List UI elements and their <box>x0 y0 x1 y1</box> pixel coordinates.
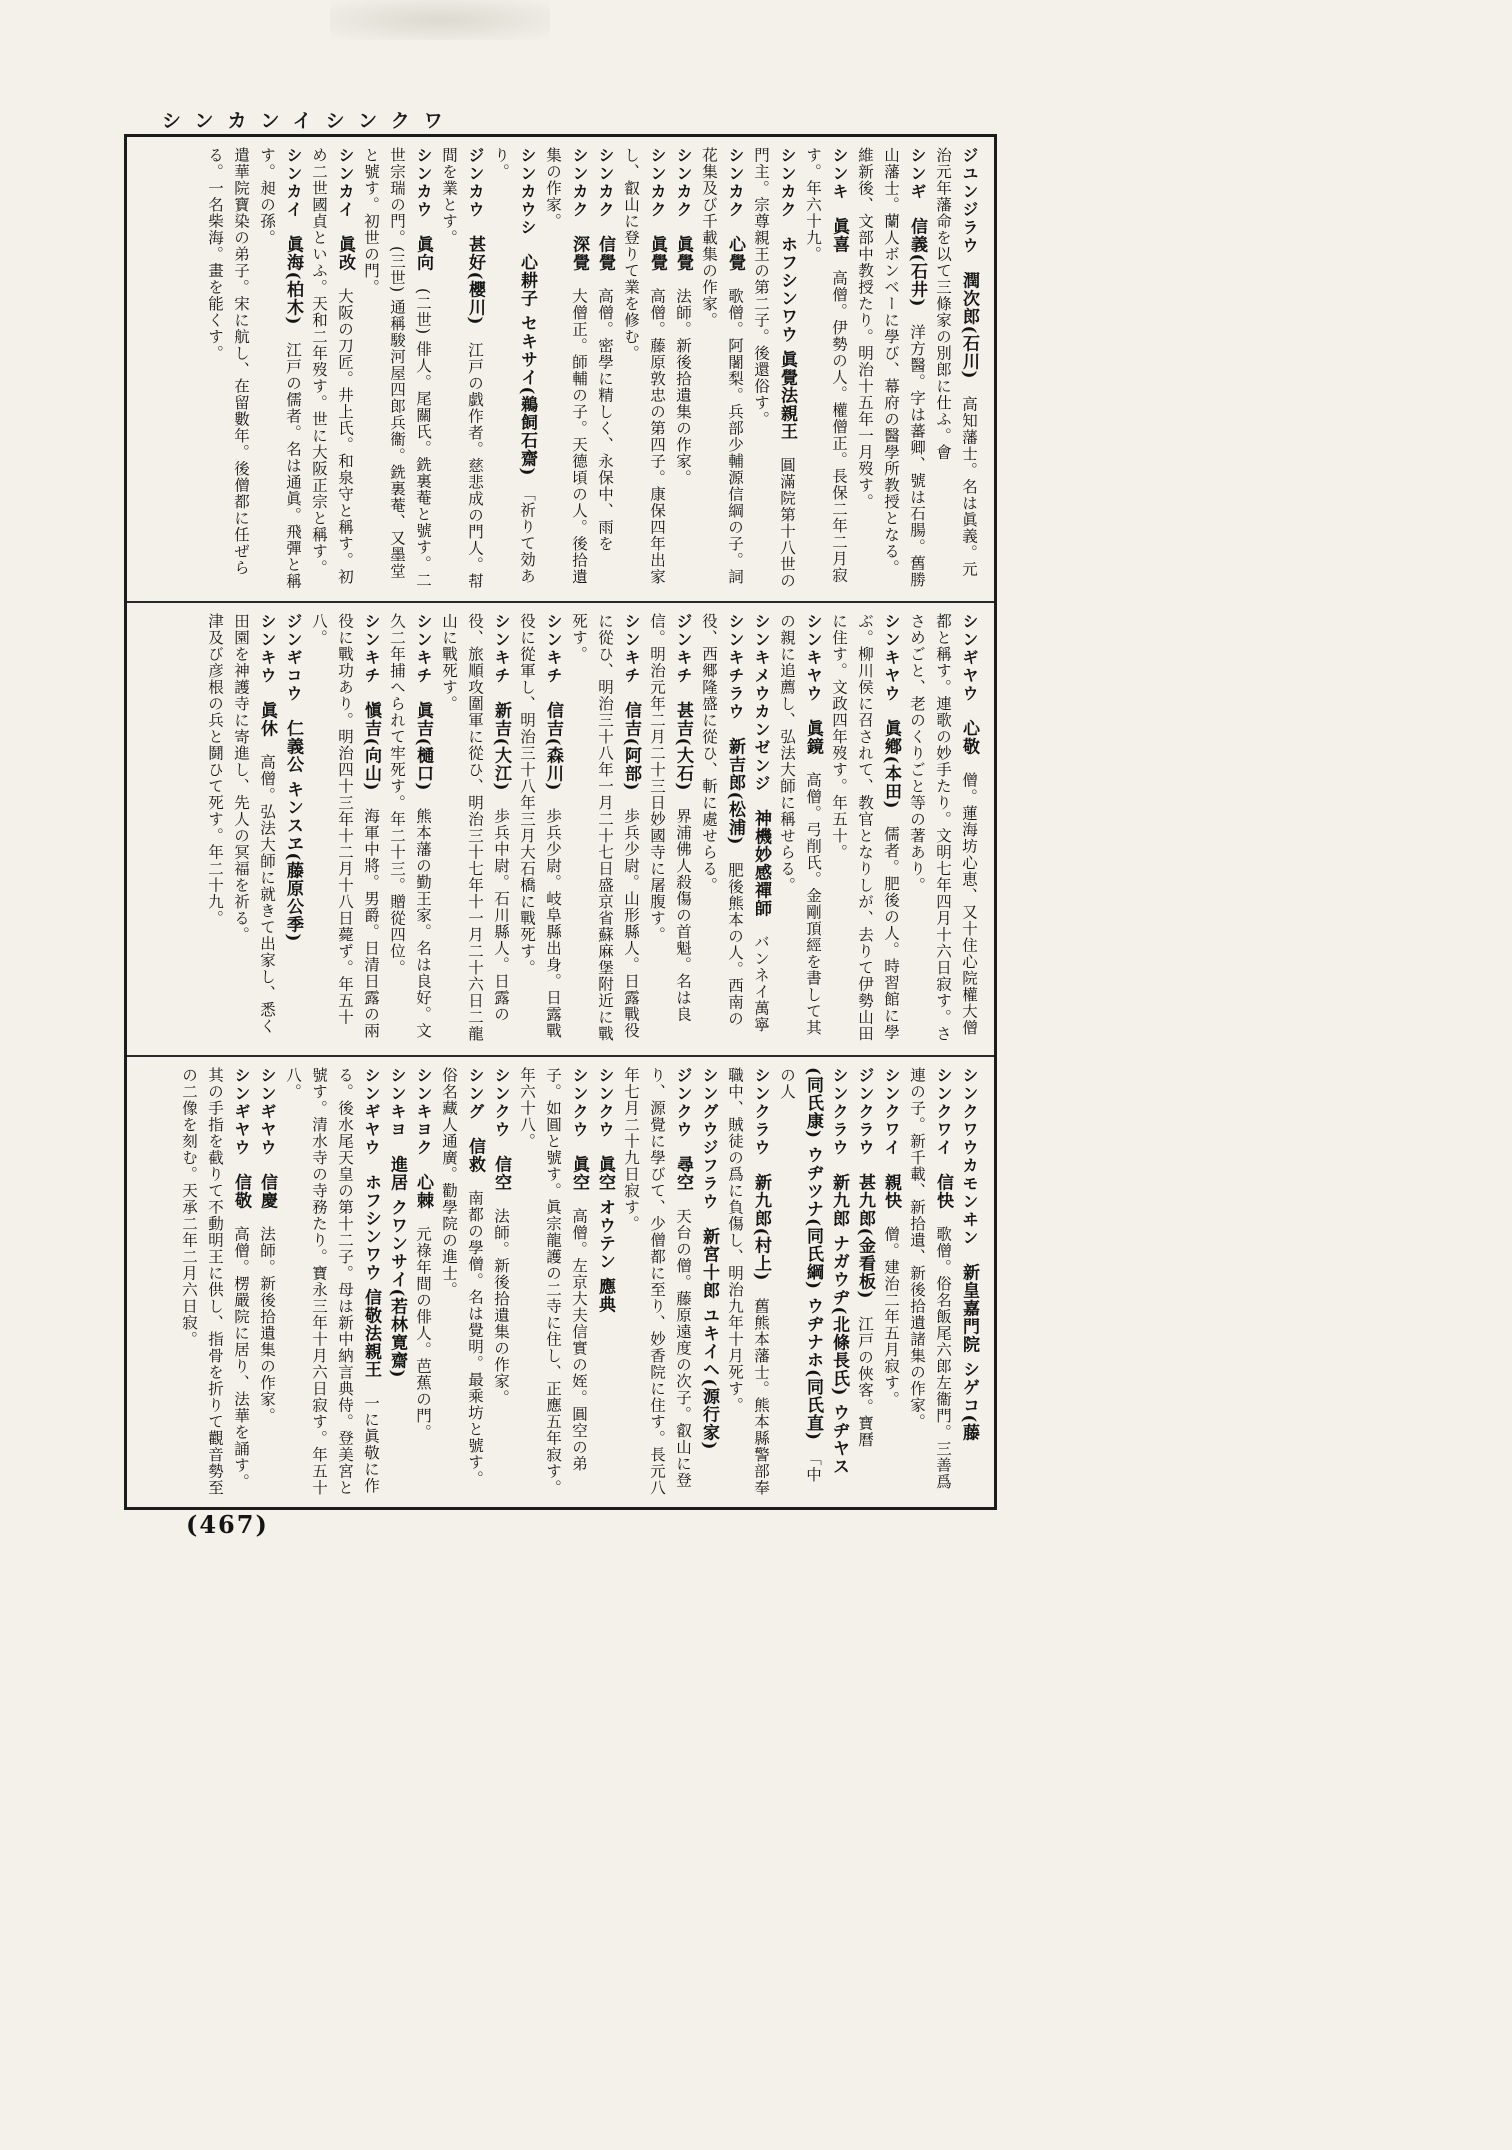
entry-headword: 心覺 <box>725 235 745 272</box>
entry-reading: シンキメウカンゼンジ <box>752 613 771 793</box>
dictionary-entry <box>306 147 358 592</box>
dictionary-entry <box>774 613 826 1046</box>
entry-text: 舊熊本藩士。熊本縣警部奉職中、賊徒の爲に負傷し、明治九年十月死す。 <box>726 1067 770 1497</box>
dictionary-entry <box>644 613 696 1046</box>
entry-headword: 信吉(阿部) <box>621 701 641 792</box>
entry-headword: 信快 <box>933 1173 953 1210</box>
dictionary-entry <box>306 613 384 1046</box>
entry-text: 儒者。肥後の人。時習館に學ぶ。柳川侯に召されて、教官となりしが、去りて伊勢山田に住す。文政四年歿す。年五十。 <box>830 613 900 1042</box>
dictionary-entry <box>514 613 566 1046</box>
entry-reading: シンクワイ <box>934 1067 953 1157</box>
dictionary-entry <box>280 1067 384 1499</box>
entry-headword: 仁義公 キンスヱ(藤原公季) <box>283 719 303 943</box>
dictionary-entry <box>956 1067 982 1458</box>
entry-headword: ホフシンワウ 信敬法親王 <box>361 1173 381 1379</box>
dictionary-entry <box>618 147 670 592</box>
entry-text: 大阪の刀匠。井上氏。和泉守と稱す。初め二世國貞といふ。天和二年歿す。世に大阪正宗と稱す。 <box>310 147 354 585</box>
dictionary-entry <box>748 147 800 592</box>
entry-headword: 信義(石井) <box>907 217 927 308</box>
entry-headword: 信空 <box>491 1155 511 1192</box>
entry-text: 高僧。弓削氏。金剛頂經を書して其の親に追薦し、弘法大師に稱せらる。 <box>778 613 822 1036</box>
page-number: (467) <box>186 1510 269 1539</box>
entry-reading: シングウジフラウ <box>700 1067 719 1211</box>
entry-reading: シンクウ <box>492 1067 511 1139</box>
entry-reading: ジンカウ <box>466 147 485 219</box>
entry-headword: 信敬 <box>231 1173 251 1210</box>
dictionary-entry <box>358 147 436 592</box>
dictionary-entry <box>904 1067 956 1499</box>
entry-reading: シンカイ <box>336 147 355 219</box>
entry-headword: 甚好(櫻川) <box>465 235 485 326</box>
entry-reading: シンカク <box>726 147 745 219</box>
entry-headword: 心棘 <box>413 1173 433 1210</box>
entry-text: 元祿年間の俳人。芭蕉の門。 <box>414 1226 432 1441</box>
entry-headword: 甚九郎(金看板) <box>855 1173 875 1300</box>
entry-headword: 信救 <box>465 1137 485 1174</box>
dictionary-entry <box>904 613 982 1046</box>
dictionary-entry <box>254 1067 280 1424</box>
entry-headword: 信吉(森川) <box>543 701 563 792</box>
entry-text: 肥後熊本の人。西南の役、西郷隆盛に從ひ、斬に處せらる。 <box>700 613 744 1028</box>
entry-headword: 眞覺 <box>647 235 667 272</box>
entry-text: 僧。建治二年五月寂す。 <box>882 1226 900 1408</box>
entry-text: 歌僧。阿闍梨。兵部少輔源信綱の子。詞花集及び千載集の作家。 <box>700 147 744 585</box>
entry-reading: シンカク <box>648 147 667 219</box>
dictionary-entry <box>592 1067 618 1330</box>
dictionary-frame <box>124 134 997 1510</box>
entry-text: 南都の學僧。名は覺明。最乘坊と號す。俗名藏人通廣。勸學院の進士。 <box>440 1067 484 1487</box>
entry-headword: 眞改 <box>335 235 355 272</box>
dictionary-entry <box>852 1067 878 1448</box>
dictionary-entry <box>800 147 852 592</box>
dictionary-entry <box>228 613 280 1046</box>
entry-headword: 眞吉(樋口) <box>413 701 433 792</box>
entry-reading: シンギヤウ <box>258 1067 277 1157</box>
entry-headword: 眞鏡 <box>803 719 823 756</box>
entry-text: 法師。新後拾遺集の作家。 <box>258 1226 276 1424</box>
entry-reading: シンギヤウ <box>232 1067 251 1157</box>
dictionary-entry <box>384 613 436 1046</box>
entry-text: 大僧正。師輔の子。天德頃の人。後拾遺集の作家。 <box>544 147 588 585</box>
entry-reading: シンキヨク <box>414 1067 433 1157</box>
entry-text: 歩兵少尉。岐阜縣出身。日露戰役に從軍し、明治三十八年三月大石橋に戰死す。 <box>518 613 562 1040</box>
entry-headword: 尋空 <box>673 1155 693 1192</box>
dictionary-entry <box>852 147 930 592</box>
dictionary-entry <box>748 613 774 1033</box>
entry-text: 高僧。密學に精しく、永保中、雨を <box>596 288 614 552</box>
entry-reading: シンカク <box>596 147 615 219</box>
entry-reading: シンキ <box>830 147 849 201</box>
entry-reading: シンギ <box>908 147 927 201</box>
dictionary-entry <box>202 613 228 927</box>
entry-text: 歩兵中尉。石川縣人。日露の役、旅順攻圍軍に從ひ、明治三十七年十一月二十六日二龍山に戰死す。 <box>440 613 510 1042</box>
entry-headword: 新九郎(村上) <box>751 1173 771 1282</box>
entry-reading: シンクラウ <box>830 1067 849 1157</box>
entry-reading: シンカウシ <box>518 147 537 237</box>
dictionary-entry <box>618 1067 696 1499</box>
entry-reading: シンキウ <box>258 613 277 685</box>
entry-headword: 新皇嘉門院 シゲコ(藤 <box>959 1263 979 1442</box>
entry-reading: シンキチ <box>622 613 641 685</box>
entry-reading: シンカク <box>778 147 797 219</box>
entry-text: 江戸の儒者。名は通眞。飛彈と稱す。昶の孫。 <box>258 147 302 590</box>
dictionary-entry <box>410 1067 436 1441</box>
entry-headword: 新吉(大江) <box>491 701 511 792</box>
entry-headword: 甚吉(大石) <box>673 701 693 792</box>
entry-text: 「中の人 <box>778 1067 822 1483</box>
entry-headword: 愼吉(向山) <box>361 701 381 792</box>
entry-headword: 眞空 オウテン 應典 <box>595 1155 615 1314</box>
dictionary-entry <box>566 613 644 1046</box>
entry-reading: シンキヨ <box>388 1067 407 1139</box>
entry-text: 「祈りて効あり。 <box>492 147 536 585</box>
entry-reading: シンギヤウ <box>960 613 979 703</box>
entry-reading: シンキチ <box>414 613 433 685</box>
entry-text: 高僧。藤原敦忠の第四子。康保四年出家し、叡山に登りて業を修む。 <box>622 147 666 585</box>
entry-text: 洋方醫。字は蕃卿、號は石腸。舊勝山藩士。蘭人ボンベーに學び、幕府の醫學所教授となる。維新後、文部中教授たり。明治十五年一月歿す。 <box>856 147 926 589</box>
entry-headword: 神機妙感禪師 <box>751 809 771 918</box>
dictionary-entry <box>826 613 904 1046</box>
lower-section <box>127 1057 994 1507</box>
entry-headword: 親快 <box>881 1173 901 1210</box>
entry-text: 海軍中將。男爵。日清日露の兩役に戰功あり。明治四十三年十二月十八日薨ず。年五十八。 <box>310 613 380 1040</box>
entry-text: 歌僧。俗名飯尾六郎左衞門。三善爲連の子。新千載、新拾遺、新後拾遺諸集の作家。 <box>908 1067 952 1490</box>
entry-reading: ジンクラウ <box>856 1067 875 1157</box>
entry-reading: シンクワイ <box>882 1067 901 1157</box>
entry-text: 界浦佛人殺傷の首魁。名は良信。明治元年二月二十三日妙國寺に屠腹す。 <box>648 613 692 1023</box>
entry-headword: 眞鄕(本田) <box>881 719 901 810</box>
entry-reading: ジユンジラウ <box>960 147 979 255</box>
dictionary-entry <box>670 147 696 486</box>
entry-reading: シンキチラウ <box>726 613 745 721</box>
entry-reading: ジンギコウ <box>284 613 303 703</box>
entry-text: 僧。蓮海坊心恵、又十住心院權大僧都と稱す。連歌の妙手たり。文明七年四月十六日寂す。ささめごと、老のくりごと等の著あり。 <box>908 613 978 1042</box>
entry-reading: シンカク <box>570 147 589 219</box>
entry-text: 熊本藩の勤王家。名は良好。文久二年捕へられて牢死す。年二十三。贈從四位。 <box>388 613 432 1040</box>
entry-headword: 眞向 <box>413 235 433 272</box>
dictionary-entry <box>436 613 514 1046</box>
entry-reading: シンキヤウ <box>804 613 823 703</box>
entry-reading: ジンクウ <box>674 1067 693 1139</box>
dictionary-entry <box>488 1067 514 1406</box>
upper-section <box>127 137 994 600</box>
entry-reading: シンキチ <box>492 613 511 685</box>
entry-text: 高僧。楞嚴院に居り、法華を誦す。其の手指を截りて不動明王に供し、指骨を折りて觀音勢至の二像を刻む。天承二年二月六日寂。 <box>180 1067 250 1496</box>
entry-reading: シンカク <box>674 147 693 219</box>
dictionary-entry <box>696 147 748 592</box>
entry-reading: シンクワウカモンヰン <box>960 1067 979 1247</box>
entry-reading: シンクウ <box>570 1067 589 1139</box>
dictionary-entry <box>722 1067 774 1499</box>
entry-headword: 心耕子 セキサイ(鵜飼石齋) <box>517 253 537 477</box>
dictionary-entry <box>878 1067 904 1408</box>
entry-headword: 眞海(柏木) <box>283 235 303 326</box>
entry-text: 遣華院寶染の弟子。宋に航し、在留數年。後僧都に任ぜらる。一名柴海。畫を能くす。 <box>206 147 250 576</box>
entry-text: 高僧。左京大夫信實の姪。圓空の弟子。如圓と號す。眞宗龍護の二寺に住し、正應五年寂す。年六十八。 <box>518 1067 588 1496</box>
entry-headword: 心敬 <box>959 719 979 756</box>
entry-headword: ホフシンワウ 眞覺法親王 <box>777 235 797 441</box>
dictionary-entry <box>436 147 488 592</box>
entry-headword: 新吉郎(松浦) <box>725 737 745 846</box>
entry-reading: シンキチ <box>544 613 563 685</box>
entry-text: バンネイ萬寧 <box>752 934 770 1033</box>
dictionary-entry <box>280 613 306 959</box>
entry-text: 津及び彦根の兵と鬪ひて死す。年二十九。 <box>206 613 224 927</box>
dictionary-entry <box>488 147 540 592</box>
entry-text: (二世) 俳人。尾關氏。銑裏菴と號す。二世宗瑞の門。(三世) 通稱駿河屋四郎兵衞。銑裏菴、又墨堂と號す。初世の門。 <box>362 147 432 589</box>
entry-headword: 信慶 <box>257 1173 277 1210</box>
entry-text: 法師。新後拾遺集の作家。 <box>674 288 692 486</box>
entry-reading: シンギヤウ <box>362 1067 381 1157</box>
entry-text: 高僧。弘法大師に就きて出家し、悉く田園を神護寺に寄進し、先人の冥福を祈る。 <box>232 613 276 1035</box>
paper-stain <box>330 0 550 40</box>
dictionary-entry <box>384 1067 410 1395</box>
dictionary-entry <box>514 1067 592 1499</box>
entry-headword: 眞覺 <box>673 235 693 272</box>
entry-headword: 眞空 <box>569 1155 589 1192</box>
dictionary-entry <box>696 613 748 1046</box>
entry-headword: 新九郎 ナガウヂ(北條長氏) ウヂヤス(同氏康) ウヂツナ(同氏綱) ウヂナホ(同氏直) <box>803 1067 849 1476</box>
entry-headword: 信覺 <box>595 235 615 272</box>
dictionary-entry <box>254 147 306 592</box>
entry-reading: シンカウ <box>414 147 433 219</box>
entry-headword: 眞喜 <box>829 217 849 254</box>
entry-text: 圓滿院第十八世の門主。宗尊親王の第二子。後還俗す。 <box>752 147 796 589</box>
entry-text: 江戸の戯作者。慈悲成の門人。幇間を業とす。 <box>440 147 484 590</box>
entry-reading: シンクラウ <box>752 1067 771 1157</box>
entry-text: 一に眞敬に作る。後水尾天皇の第十二子。母は新中納言典侍。登美宮と號す。清水寺の寺務たり。寶永三年十月六日寂す。年五十八。 <box>284 1067 380 1496</box>
entry-headword: 眞休 <box>257 701 277 738</box>
entry-reading: シング <box>466 1067 485 1121</box>
entry-text: 高僧。伊勢の人。權僧正。長保二年二月寂す。年六十九。 <box>804 147 848 584</box>
entry-reading: シンクウ <box>596 1067 615 1139</box>
dictionary-entry <box>202 147 254 592</box>
dictionary-entry <box>930 147 982 592</box>
entry-text: 江戸の俠客。寶曆 <box>856 1316 874 1449</box>
dictionary-entry <box>436 1067 488 1499</box>
entry-reading: シンカイ <box>284 147 303 219</box>
entry-headword: 進居 クワンサイ(若林寛齋) <box>387 1155 407 1379</box>
entry-headword: 深覺 <box>569 235 589 272</box>
entry-text: 歩兵少尉。山形縣人。日露戰役に從ひ、明治三十八年一月二十七日盛京省蘇麻堡附近に戰死す。 <box>570 613 640 1042</box>
entry-reading: ジンキチ <box>674 613 693 685</box>
entry-reading: シンキチ <box>362 613 381 685</box>
dictionary-entry <box>696 1067 722 1467</box>
entry-reading: シンキヤウ <box>882 613 901 703</box>
entry-text: 天台の僧。藤原遠度の次子。叡山に登り、源覺に學びて、少僧都に至り、妙香院に住す。長元八年七月二十九日寂す。 <box>622 1067 692 1496</box>
entry-text: 法師。新後拾遺集の作家。 <box>492 1208 510 1406</box>
dictionary-entry <box>540 147 592 592</box>
entry-text: 高知藩士。名は眞義。元治元年藩命を以て三條家の別郎に仕ふ。會 <box>934 147 978 578</box>
running-header: シンカンイシンクワ <box>162 110 457 132</box>
middle-section <box>127 603 994 1054</box>
dictionary-entry <box>774 1067 852 1499</box>
entry-headword: 新宮十郎 ユキイヘ(源行家) <box>699 1227 719 1451</box>
dictionary-entry <box>176 1067 254 1499</box>
dictionary-entry <box>592 147 618 552</box>
entry-headword: 潤次郎(石川) <box>959 271 979 380</box>
